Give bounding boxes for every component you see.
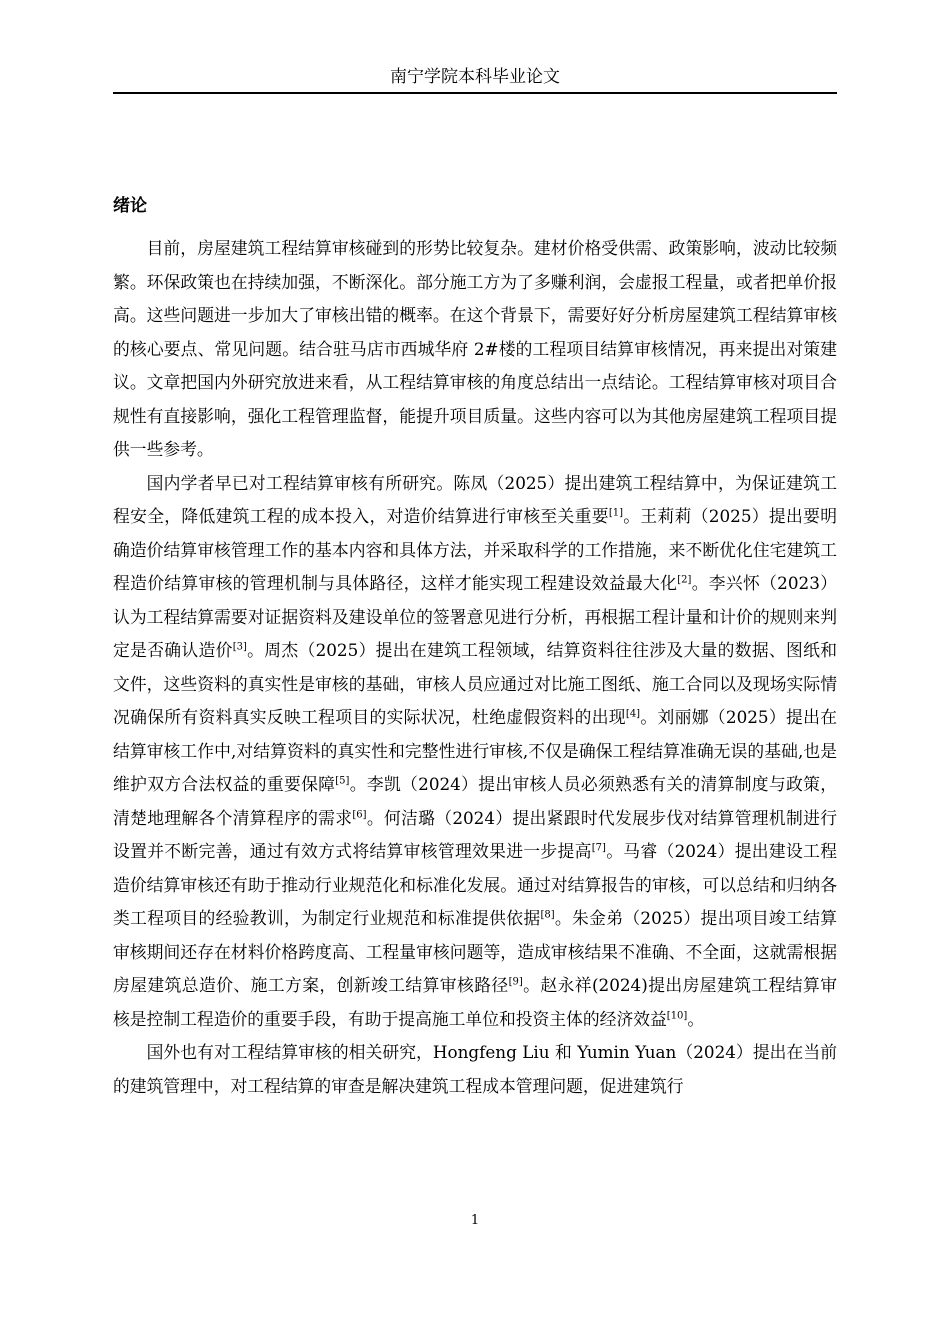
paragraph-text: 。李兴怀（2023）认为工程结算需要对证据资料及建设单位的签署意见进行分析，再根据工程计量和计价的规则来判定是否确认造价 bbox=[113, 573, 837, 660]
citation-ref: [3] bbox=[232, 641, 247, 653]
citation-ref: [9] bbox=[508, 976, 523, 988]
paragraph-text: 国外也有对工程结算审核的相关研究，Hongfeng Liu 和 Yumin Yuan（2024）提出在当前的建筑管理中，对工程结算的审查是解决建筑工程成本管理问题，促进建筑行 bbox=[113, 1042, 837, 1096]
citation-ref: [4] bbox=[625, 708, 641, 720]
paragraph-text: 。朱金弟（2025）提出项目竣工结算审核期间还存在材料价格跨度高、工程量审核问题等，造成审核结果不准确、不全面，这就需根据房屋建筑总造价、施工方案，创新竣工结算审核路径 bbox=[113, 908, 837, 995]
paragraph bbox=[113, 467, 837, 1037]
paragraph-text: 。李凯（2024）提出审核人员必须熟悉有关的清算制度与政策，清楚地理解各个清算程序的需求 bbox=[113, 774, 837, 828]
paragraph-text: 。何洁璐（2024）提出紧跟时代发展步伐对结算管理机制进行设置并不断完善，通过有效方式将结算审核管理效果进一步提高 bbox=[113, 807, 837, 861]
citation-ref: [1] bbox=[608, 507, 623, 519]
paragraph-text: 。 bbox=[687, 1008, 705, 1029]
citation-ref: [5] bbox=[335, 775, 350, 787]
page-number: 1 bbox=[470, 1213, 480, 1228]
paragraph bbox=[113, 232, 837, 467]
paragraph-text: 。周杰（2025）提出在建筑工程领域，结算资料往往涉及大量的数据、图纸和文件，这些资料的真实性是审核的基础，审核人员应通过对比施工图纸、施工合同以及现场实际情况确保所有资料真实反映工程项目的实际状况，杜绝虚假资料的出现 bbox=[113, 640, 837, 727]
body-text bbox=[113, 232, 837, 1103]
paragraph-text: 国内学者早已对工程结算审核有所研究。陈凤（2025）提出建筑工程结算中，为保证建筑工程安全，降低建筑工程的成本投入，对造价结算进行审核至关重要 bbox=[113, 472, 837, 526]
citation-ref: [6] bbox=[352, 808, 367, 820]
paragraph-text: 。王莉莉（2025）提出要明确造价结算审核管理工作的基本内容和具体方法，并采取科学的工作措施，来不断优化住宅建筑工程造价结算审核的管理机制与具体路径，这样才能实现工程建设效益最大化 bbox=[113, 506, 837, 593]
paragraph-text: 。马睿（2024）提出建设工程造价结算审核还有助于推动行业规范化和标准化发展。通过对结算报告的审核，可以总结和归纳各类工程项目的经验教训，为制定行业规范和标准提供依据 bbox=[113, 841, 837, 928]
paragraph-text: 目前，房屋建筑工程结算审核碰到的形势比较复杂。建材价格受供需、政策影响，波动比较频繁。环保政策也在持续加强，不断深化。部分施工方为了多赚利润，会虚报工程量，或者把单价报高。这些问题进一步加大了审核出错的概率。在这个背景下，需要好好分析房屋建筑工程结算审核的核心要点、常见问题。结合驻马店市西城华府 2#楼的工程项目结算审核情况，再来提出对策建议。文章把国内外研究放进来看，从工程结算审核的角度总结出一点结论。工程结算审核对项目合规性有直接影响，强化工程管理监督，能提升项目质量。这些内容可以为其他房屋建筑工程项目提供一些参考。 bbox=[113, 238, 837, 459]
citation-ref: [7] bbox=[591, 842, 606, 854]
header-title: 南宁学院本科毕业论文 bbox=[390, 67, 560, 87]
citation-ref: [2] bbox=[677, 574, 692, 586]
page-header bbox=[113, 62, 837, 94]
citation-ref: [10] bbox=[666, 1009, 688, 1021]
paragraph-text: 。赵永祥(2024)提出房屋建筑工程结算审核是控制工程造价的重要手段，有助于提高施工单位和投资主体的经济效益 bbox=[113, 975, 837, 1029]
paragraph-text: 。刘丽娜（2025）提出在结算审核工作中,对结算资料的真实性和完整性进行审核,不仅是确保工程结算准确无误的基础,也是维护双方合法权益的重要保障 bbox=[113, 707, 837, 794]
section-title: 绪论 bbox=[113, 196, 147, 216]
paragraph bbox=[113, 1036, 837, 1103]
citation-ref: [8] bbox=[540, 909, 555, 921]
